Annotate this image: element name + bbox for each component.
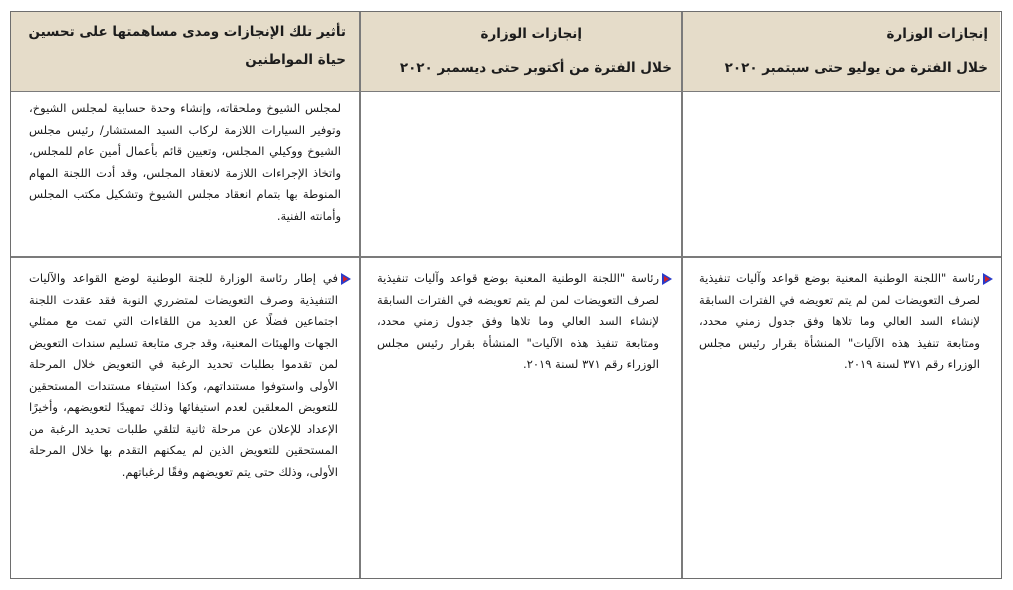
achievements-table [10,11,1002,579]
header-col2-line2: خلال الفترة من أكتوبر حتى ديسمبر ٢٠٢٠ [399,60,672,76]
row2-col2-text: رئاسة "اللجنة الوطنية المعنية بوضع قواعد وآليات تنفيذية لصرف التعويضات لمن لم يتم تعويضه في الفترات السابقة لإنشاء السد العالي وما تلاها وفق جدول زمني محدد، ومتابعة تنفيذ هذه الآليات" المنشأة بقرار رئيس مجلس الوزراء رقم ٣٧١ لسنة ٢٠١٩. [377,271,659,371]
row2-col1-text: رئاسة "اللجنة الوطنية المعنية بوضع قواعد وآليات تنفيذية لصرف التعويضات لمن لم يتم تعويضه في الفترات السابقة لإنشاء السد العالي وما تلاها وفق جدول زمني محدد، ومتابعة تنفيذ هذه الآليات" المنشأة بقرار رئيس مجلس الوزراء رقم ٣٧١ لسنة ٢٠١٩. [699,271,980,371]
row2-col3-text: في إطار رئاسة الوزارة للجنة الوطنية لوضع القواعد والآليات التنفيذية وصرف التعويضات لمتضرري النوبة فقد عقدت اللجنة اجتماعين فضلًا عن العديد من اللقاءات التي تمت مع ممثلي الجهات والهيئات المعنية، وقد جرى متابعة تسليم سندات التعويض لمن تقدموا بطلبات تحديد الرغبة في التعويض خلال المرحلة الأولى واستوفوا مستنداتهم، وكذا استيفاء مستندات المستحقين للتعويض المعلقين لعدم استيفائها وذلك تمهيدًا لتعويضهم، وأخيرًا الإعداد للإعلان عن مرحلة ثانية لتلقي طلبات تحديد الرغبة من المستحقين للتعويض الذين لم يمكنهم التقدم بها خلال المرحلة الأولى، وذلك حتى يتم تعويضهم وفقًا لرغباتهم. [29,271,338,479]
arrow-bullet-icon [983,273,993,285]
row-divider [11,256,1001,258]
column-divider [359,12,361,578]
header-cell-col3 [11,12,360,92]
header-col1-line2: خلال الفترة من يوليو حتى سبتمبر ٢٠٢٠ [724,60,988,76]
row1-col3-text: لمجلس الشيوخ وملحقاته، وإنشاء وحدة حسابية لمجلس الشيوخ، وتوفير السيارات اللازمة لركاب السيد المستشار/ رئيس مجلس الشيوخ ووكيلي المجلس، وتعيين قائم بأعمال أمين عام للمجلس، واتخاذ الإجراءات اللازمة لانعقاد المجلس، وقد أدت اللجنة المهام المنوطة بها بتمام انعقاد مجلس الشيوخ وتشكيل مكتب المجلس وأمانته الفنية. [29,101,341,223]
header-col1-line1: إنجازات الوزارة [886,26,988,42]
header-cell-col2 [360,12,682,92]
header-col2-line1: إنجازات الوزارة [480,26,582,42]
arrow-bullet-icon [662,273,672,285]
arrow-bullet-icon [341,273,351,285]
header-col3-line2: حياة المواطنين [245,52,346,68]
column-divider [681,12,683,578]
header-col3-line1: تأثير تلك الإنجازات ومدى مساهمتها على تحسين [28,24,346,40]
header-cell-col1 [682,12,1000,92]
